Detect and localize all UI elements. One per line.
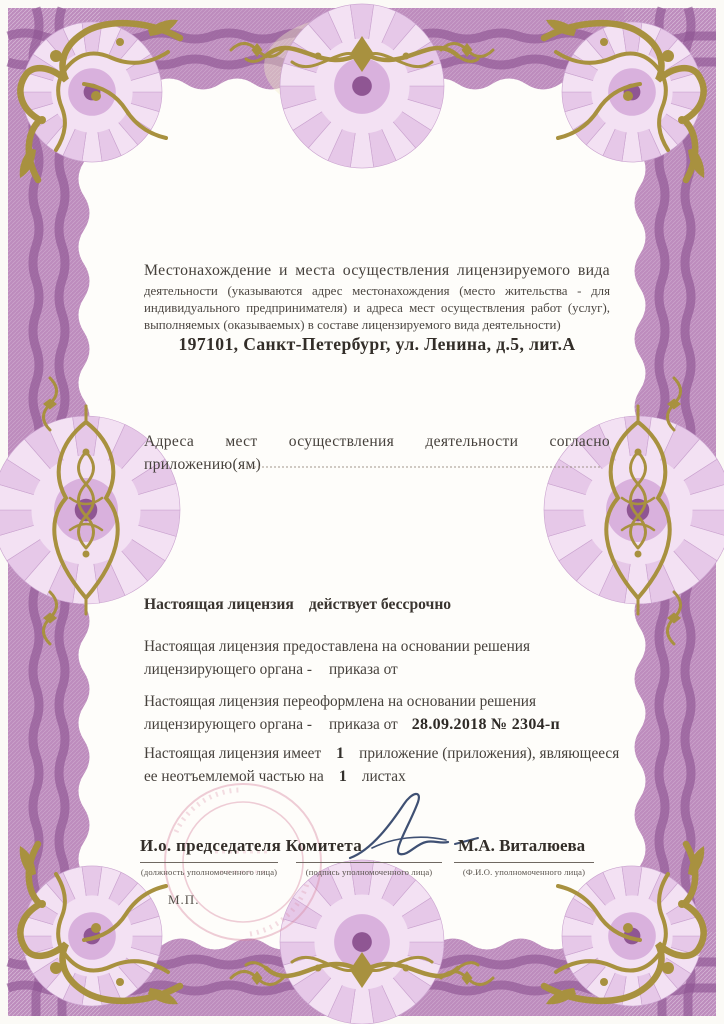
addresses-note-line: Адреса мест осуществления деятельности согласно bbox=[144, 433, 610, 450]
reissue-order-number: 28.09.2018 № 2304-п bbox=[411, 715, 561, 733]
reissued-block bbox=[144, 691, 624, 736]
signatory-name: М.А. Виталюева bbox=[458, 836, 586, 855]
reissued-line1: Настоящая лицензия переоформлена на основании решения bbox=[144, 693, 537, 710]
appendix-post2: листах bbox=[361, 767, 406, 785]
appendix-post1: приложение (приложения), являющееся bbox=[359, 745, 620, 762]
appendix-line1 bbox=[144, 743, 624, 766]
position-caption: (должность уполномоченного лица) bbox=[140, 867, 278, 877]
license-address: 197101, Санкт-Петербург, ул. Ленина, д.5, лит.А bbox=[178, 334, 576, 354]
appendix-pre1: Настоящая лицензия имеет bbox=[144, 745, 322, 762]
seal-place-mark: М.П. bbox=[168, 892, 200, 907]
granted-order-label: приказа от bbox=[328, 660, 398, 678]
appendix-pre2: ее неотъемлемой частью на bbox=[144, 767, 324, 785]
addresses-note-line: приложению(ям) bbox=[144, 456, 262, 473]
location-note-line: выполняемых (оказываемых) в составе лицензируемого вида деятельности) bbox=[144, 317, 561, 332]
appendix-sheets-count: 1 bbox=[338, 767, 347, 785]
appendix-line2 bbox=[144, 766, 624, 789]
sign-caption: (подпись уполномоченного лица) bbox=[305, 867, 433, 877]
granted-line2 bbox=[144, 659, 624, 682]
dotted-fill-line bbox=[242, 466, 600, 468]
signature-rule-sign bbox=[296, 862, 442, 863]
name-caption: (Ф.И.О. уполномоченного лица) bbox=[462, 867, 586, 877]
location-paragraph bbox=[144, 262, 610, 333]
signature-rule-name bbox=[454, 862, 594, 863]
location-note-line: индивидуального предпринимателя) и адреса мест осуществления работ (услуг), bbox=[144, 300, 610, 315]
location-line: Местонахождение и места осуществления лицензируемого вида bbox=[144, 262, 610, 279]
validity-value: действует бессрочно bbox=[308, 596, 452, 613]
granted-line1: Настоящая лицензия предоставлена на основании решения bbox=[144, 638, 530, 655]
granted-line2-text: лицензирующего органа - bbox=[144, 660, 312, 678]
signatory-position: И.о. председателя Комитета bbox=[140, 836, 363, 855]
validity-line bbox=[144, 596, 451, 614]
appendix-block bbox=[144, 743, 624, 788]
reissued-line2 bbox=[144, 714, 624, 737]
signature-rule-position bbox=[140, 862, 278, 863]
addresses-note bbox=[144, 430, 610, 476]
location-note-line: деятельности (указываются адрес местонахождения (место жительства - для bbox=[144, 284, 610, 298]
validity-lead: Настоящая лицензия bbox=[144, 596, 294, 613]
appendix-count: 1 bbox=[336, 745, 345, 762]
granted-block bbox=[144, 636, 624, 681]
reissued-line2-text: лицензирующего органа - bbox=[144, 715, 312, 733]
reissued-order-label: приказа от bbox=[328, 715, 398, 733]
